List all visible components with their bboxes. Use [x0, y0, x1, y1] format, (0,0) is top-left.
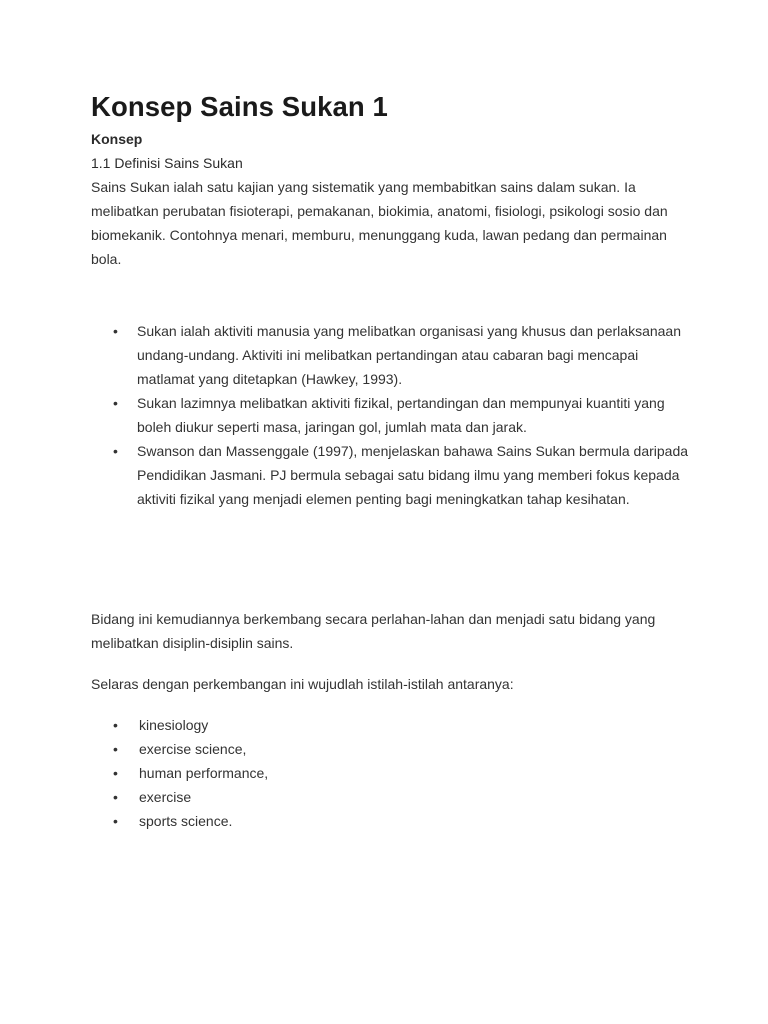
list-item-text: exercise science,: [139, 741, 247, 757]
list-item-text: Sukan lazimnya melibatkan aktiviti fizikal, pertandingan dan mempunyai kuantiti yang boleh diukur seperti masa, jaringan gol, jumlah mata dan jarak.: [137, 395, 665, 435]
terms-list: [91, 713, 691, 833]
bullet-icon: •: [113, 717, 118, 733]
list-item: [91, 713, 691, 737]
points-list: [91, 319, 691, 511]
subheading: Konsep: [91, 131, 143, 147]
list-item: [91, 439, 691, 511]
paragraph-2: Bidang ini kemudiannya berkembang secara perlahan-lahan dan menjadi satu bidang yang melibatkan disiplin-disiplin sains.: [91, 611, 656, 651]
list-item: [91, 785, 691, 809]
bullet-icon: •: [113, 741, 118, 757]
paragraph-3: Selaras dengan perkembangan ini wujudlah istilah-istilah antaranya:: [91, 676, 514, 692]
list-item-text: kinesiology: [139, 717, 209, 733]
definition-title: 1.1 Definisi Sains Sukan: [91, 155, 243, 171]
bullet-icon: •: [113, 395, 118, 411]
list-item-text: Swanson dan Massenggale (1997), menjelaskan bahawa Sains Sukan bermula daripada Pendidikan Jasmani. PJ bermula sebagai satu bidang ilmu yang memberi fokus kepada aktiviti fizikal yang menjadi elemen penting bagi meningkatkan tahap kesihatan.: [137, 443, 689, 507]
list-item-text: Sukan ialah aktiviti manusia yang melibatkan organisasi yang khusus dan perlaksanaan undang-undang. Aktiviti ini melibatkan pertandingan atau cabaran bagi mencapai matlamat yang ditetapkan (Hawkey, 1993).: [137, 323, 681, 387]
document-page: [91, 88, 691, 833]
list-item-text: exercise: [139, 789, 192, 805]
intro-paragraph: Sains Sukan ialah satu kajian yang sistematik yang membabitkan sains dalam sukan. Ia melibatkan perubatan fisioterapi, pemakanan, biokimia, anatomi, fisiologi, psikologi sosio dan biomekanik. Contohnya menari, memburu, menunggang kuda, lawan pedang dan permainan bola.: [91, 179, 668, 267]
list-item-text: human performance,: [139, 765, 269, 781]
list-item: [91, 809, 691, 833]
page-title: Konsep Sains Sukan 1: [91, 91, 388, 122]
list-item: [91, 391, 691, 439]
bullet-icon: •: [113, 323, 118, 339]
list-item: [91, 737, 691, 761]
list-item-text: sports science.: [139, 813, 233, 829]
bullet-icon: •: [113, 443, 118, 459]
bullet-icon: •: [113, 813, 118, 829]
bullet-icon: •: [113, 765, 118, 781]
list-item: [91, 319, 691, 391]
list-item: [91, 761, 691, 785]
bullet-icon: •: [113, 789, 118, 805]
